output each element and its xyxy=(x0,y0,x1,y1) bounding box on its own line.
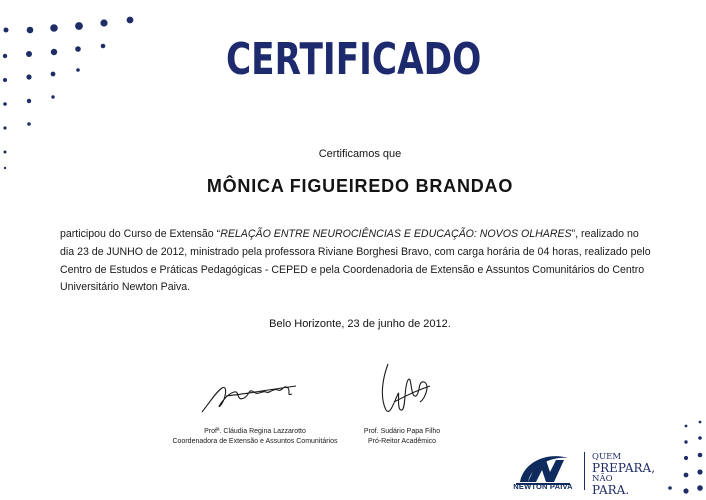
signature-1-role: Coordenadora de Extensão e Assuntos Comunitários xyxy=(172,437,338,445)
signature-block-prorector xyxy=(344,427,460,446)
slogan-line-2: PREPARA, xyxy=(592,461,656,475)
body-text-start: participou do Curso de Extensão “ xyxy=(60,228,221,240)
slogan xyxy=(592,452,655,496)
signature-1-name: Profª. Cláudia Regina Lazzarotto xyxy=(204,428,306,435)
certificate-body xyxy=(60,226,652,297)
slogan-line-4: PARA. xyxy=(592,483,630,497)
course-title: RELAÇÃO ENTRE NEUROCIÊNCIAS E EDUCAÇÃO: NOVOS OLHARES xyxy=(220,228,572,240)
signature-2-name: Prof. Sudário Papa Filho xyxy=(363,428,441,435)
signature-block-coordinator xyxy=(160,427,350,446)
body-text-end: ”, realizado no dia 23 de JUNHO de 2012, ministrado pela professora Riviane Borghesi Bravo, com carga horária de 04 horas, realizado pelo Centro de Estudos e Práticas Pedagógicas - CEPED e pela Coordenadoria de Extensão e Assuntos Comunitários do Centro Universitário Newton Paiva. xyxy=(60,228,651,294)
logo-divider xyxy=(584,452,585,490)
slogan-line-3: NÃO xyxy=(592,474,613,484)
certify-intro: Certificamos que xyxy=(318,148,402,160)
place-date: Belo Horizonte, 23 de junho de 2012. xyxy=(269,318,451,330)
certificate-title: CERTIFICADO xyxy=(225,34,482,85)
newton-paiva-name: NEWTON PAIVA xyxy=(513,482,573,491)
recipient-name: MÔNICA FIGUEIREDO BRANDAO xyxy=(206,176,514,196)
signature-2-handwriting xyxy=(372,358,438,422)
signature-1-handwriting xyxy=(196,374,306,418)
decorative-dots-bottom-right xyxy=(664,418,704,498)
signature-2-role: Pró-Reitor Acadêmico xyxy=(367,437,437,445)
slogan-line-1: QUEM xyxy=(592,452,622,462)
